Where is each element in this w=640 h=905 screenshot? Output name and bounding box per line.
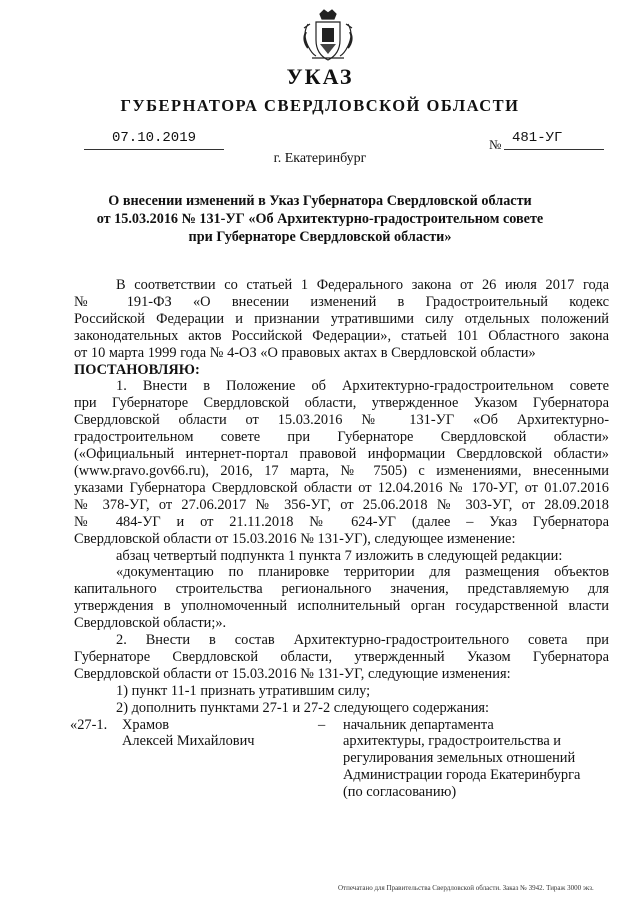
member-position [343, 717, 603, 802]
body-line: указами Губернатора Свердловской области от 12.04.2016 № 170-УГ, от 01.07.2016 [74, 479, 609, 496]
body-line: Свердловской области;». [74, 615, 227, 632]
body-line: законодательных актов Российской Федерации», статьей 101 Областного закона [74, 327, 609, 344]
position-line: начальник департамента [343, 716, 494, 733]
body-line: от 10 марта 1999 года № 4-ОЗ «О правовых актах в Свердловской области» [74, 344, 536, 361]
member-entry [70, 716, 609, 801]
body-line: 2) дополнить пунктами 27-1 и 27-2 следующего содержания: [116, 699, 490, 716]
number-label: № [489, 137, 502, 152]
body-line: № 484-УГ и от 21.11.2018 № 624-УГ (далее – Указ Губернатора [74, 513, 609, 530]
body-line: Свердловской области от 15.03.2016 № 131-УГ, следующие изменения: [74, 665, 511, 682]
title-line: от 15.03.2016 № 131-УГ «Об Архитектурно-градостроительном совете [96, 211, 544, 227]
body-line: градостроительном совете при Губернаторе Свердловской области» [74, 429, 609, 446]
position-line: Администрации города Екатеринбурга [343, 767, 581, 784]
entry-number: «27-1. [70, 716, 108, 733]
body-line: 1) пункт 11-1 признать утратившим силу; [116, 682, 371, 699]
issuer-title: ГУБЕРНАТОРА СВЕРДЛОВСКОЙ ОБЛАСТИ [120, 96, 520, 115]
body-line: № 378-УГ, от 27.06.2017 № 356-УГ, от 25.06.2018 № 303-УГ, от 28.09.2018 [74, 496, 609, 513]
position-line: архитектуры, градостроительства и [343, 733, 562, 750]
coat-of-arms-emblem-icon [300, 8, 356, 66]
body-line: В соответствии со статьей 1 Федерального закона от 26 июля 2017 года [116, 277, 609, 293]
member-name [122, 717, 255, 751]
body-line: Свердловской области от 15.03.2016 № 131-УГ), следующее изменение: [74, 530, 516, 547]
title-line: О внесении изменений в Указ Губернатора Свердловской области [108, 193, 532, 209]
body-line: Российской Федерации и признании утратившими силу отдельных положений [74, 310, 609, 327]
print-footer: Отпечатано для Правительства Свердловской области. Заказ № 3942. Тираж 3000 экз. [338, 884, 594, 892]
document-body [70, 277, 609, 801]
document-title [70, 192, 570, 246]
body-line: утверждения в уполномоченный исполнительный орган государственной власти [74, 598, 609, 615]
body-line: Губернаторе Свердловской области, утвержденный Указом Губернатора [74, 648, 609, 665]
body-line: («Официальный интернет-портал правовой информации Свердловской области» [74, 446, 609, 463]
body-line: 1. Внести в Положение об Архитектурно-градостроительном совете [116, 378, 609, 395]
body-line: «документацию по планировке территории для размещения объектов [116, 564, 609, 581]
document-date: 07.10.2019 [84, 130, 224, 150]
body-line: при Губернаторе Свердловской области, утвержденное Указом Губернатора [74, 395, 609, 412]
position-line: (по согласованию) [343, 784, 457, 801]
entry-dash: – [318, 716, 326, 733]
position-line: регулирования земельных отношений [343, 750, 576, 767]
document-number: 481-УГ [504, 130, 604, 150]
document-type: УКАЗ [286, 64, 354, 89]
body-line: (www.pravo.gov66.ru), 2016, 17 марта, № 7505) с изменениями, внесенными [74, 462, 609, 479]
member-surname: Храмов [122, 716, 170, 733]
title-line: при Губернаторе Свердловской области» [188, 229, 452, 245]
member-given-names: Алексей Михайлович [122, 733, 255, 750]
body-line: абзац четвертый подпункта 1 пункта 7 изложить в следующей редакции: [116, 547, 563, 564]
body-line: 2. Внести в состав Архитектурно-градостроительного совета при [116, 632, 609, 649]
body-line: капитального строительства регионального значения, представляемую для [74, 581, 609, 598]
body-line: Свердловской области от 15.03.2016 № 131-УГ «Об Архитектурно- [74, 412, 609, 429]
decree-word: ПОСТАНОВЛЯЮ: [74, 361, 200, 378]
city: г. Екатеринбург [273, 151, 367, 166]
body-line: № 191-ФЗ «О внесении изменений в Градостроительный кодекс [74, 293, 609, 310]
